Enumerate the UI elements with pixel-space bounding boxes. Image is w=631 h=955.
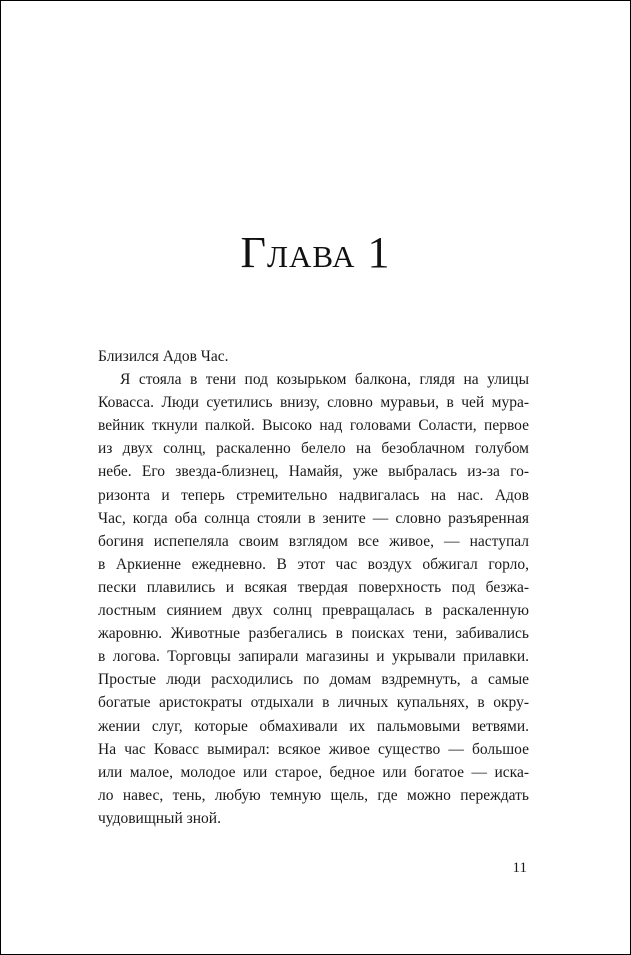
text-line: ло навес, тень, любую темную щель, где можно переждать: [98, 786, 529, 804]
text-line: На час Ковасс вымирал: всякое живое существо — большое: [98, 740, 529, 758]
text-line: Я стояла в тени под козырьком балкона, глядя на улицы: [120, 371, 529, 389]
text-line: богиня испепеляла своим взглядом все живое, — наступал: [98, 532, 529, 550]
text-line: в логова. Торговцы запирали магазины и укрывали прилавки.: [98, 648, 529, 666]
text-line: Близился Адов Час.: [98, 348, 229, 365]
text-line: чудовищный зной.: [98, 809, 221, 827]
text-line: или малое, молодое или старое, бедное или богатое — иска-: [98, 763, 529, 781]
text-line: Час, когда оба солнца стояли в зените — словно разъяренная: [98, 509, 529, 527]
text-line: Ковасса. Люди суетились внизу, словно муравьи, в чей мура-: [98, 394, 529, 412]
text-line: Простые люди расходились по домам вздремнуть, а самые: [98, 671, 529, 689]
text-line: жаровню. Животные разбегались в поисках тени, забивались: [98, 625, 529, 643]
page-number: 11: [512, 860, 527, 876]
text-line: из двух солнц, раскаленно белело на безоблачном голубом: [98, 440, 529, 458]
text-line: пески плавились и всякая твердая поверхность под безжа-: [98, 578, 529, 596]
chapter-body: [98, 345, 529, 830]
text-line: небе. Его звезда-близнец, Намайя, уже выбралась из-за го-: [98, 463, 529, 481]
text-line: богатые аристократы отдыхали в личных купальнях, в окру-: [98, 694, 529, 712]
text-line: вейник ткнули палкой. Высоко над головами Соласти, первое: [98, 417, 529, 435]
text-line: в Аркиенне ежедневно. В этот час воздух обжигал горло,: [98, 555, 529, 573]
chapter-title: Глава 1: [240, 228, 391, 277]
text-line: жении слуг, которые обмахивали их пальмовыми ветвями.: [98, 717, 529, 735]
text-line: ризонта и теперь стремительно надвигалась на нас. Адов: [98, 486, 529, 504]
text-line: лостным сиянием двух солнц превращалась в раскаленную: [98, 602, 529, 620]
